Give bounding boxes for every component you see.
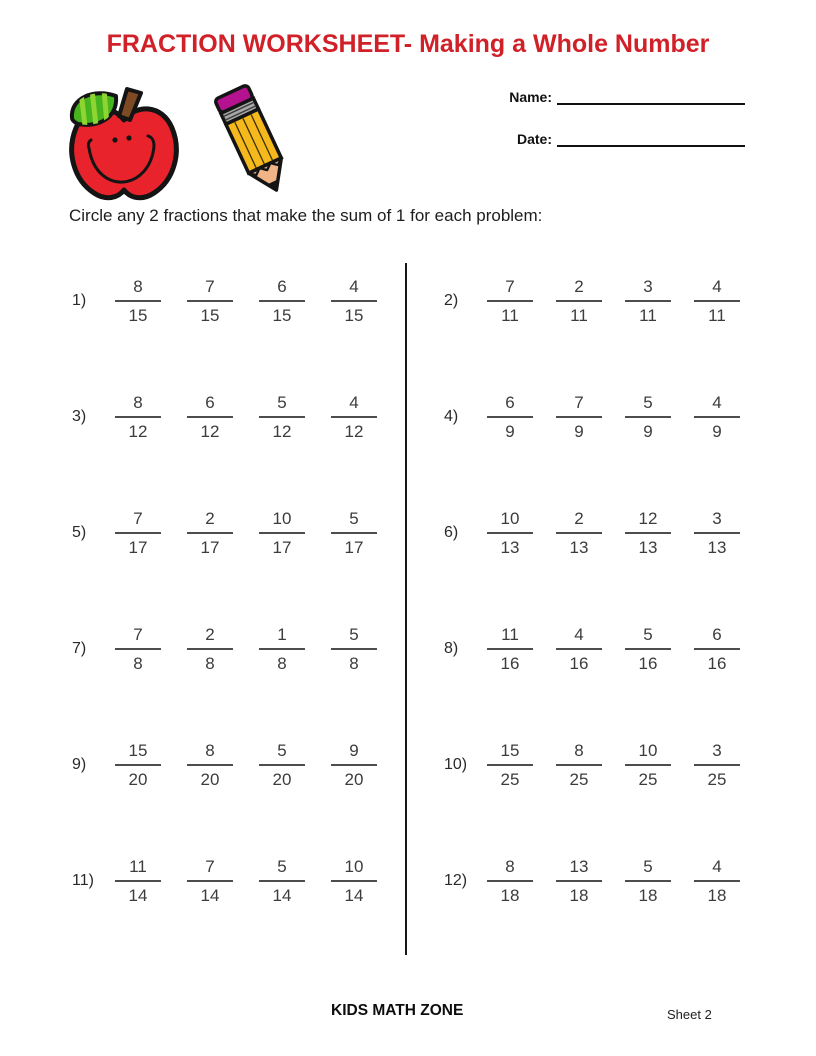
problem-number: 11) xyxy=(72,872,94,889)
fraction-denominator: 16 xyxy=(500,653,520,673)
fraction xyxy=(555,857,603,906)
fraction-numerator: 15 xyxy=(487,741,533,766)
fraction xyxy=(186,277,234,326)
fraction-numerator: 4 xyxy=(331,277,377,302)
fraction-denominator: 13 xyxy=(500,537,520,557)
fraction xyxy=(555,625,603,674)
fraction-denominator: 17 xyxy=(128,537,148,557)
problem-9 xyxy=(60,707,410,823)
fraction-denominator: 25 xyxy=(707,769,727,789)
fraction xyxy=(624,741,672,790)
fraction-denominator: 8 xyxy=(205,653,215,673)
fraction-denominator: 9 xyxy=(643,421,653,441)
problem-number: 7) xyxy=(72,640,87,657)
fraction-numerator: 5 xyxy=(625,857,671,882)
date-field-row xyxy=(500,128,745,147)
fraction xyxy=(258,857,306,906)
fraction xyxy=(186,625,234,674)
fraction xyxy=(186,741,234,790)
fraction-numerator: 7 xyxy=(115,509,161,534)
name-label: Name: xyxy=(509,89,552,105)
fraction-numerator: 2 xyxy=(556,277,602,302)
fraction-denominator: 9 xyxy=(712,421,722,441)
fraction xyxy=(693,857,741,906)
fraction-numerator: 12 xyxy=(625,509,671,534)
problem-number: 10) xyxy=(444,756,468,773)
problem-number: 2) xyxy=(444,292,459,309)
fraction-numerator: 6 xyxy=(259,277,305,302)
problem-11 xyxy=(60,823,410,939)
fraction xyxy=(555,509,603,558)
fraction xyxy=(114,625,162,674)
fraction xyxy=(114,857,162,906)
fraction-denominator: 8 xyxy=(277,653,287,673)
fraction-numerator: 5 xyxy=(259,393,305,418)
fraction-numerator: 8 xyxy=(115,277,161,302)
fraction-denominator: 18 xyxy=(638,885,658,905)
fraction xyxy=(330,277,378,326)
fraction xyxy=(330,741,378,790)
fraction-numerator: 3 xyxy=(625,277,671,302)
fraction xyxy=(693,625,741,674)
pencil-clipart-icon xyxy=(204,86,304,198)
fraction xyxy=(486,509,534,558)
fraction-denominator: 9 xyxy=(505,421,515,441)
fraction-denominator: 13 xyxy=(569,537,589,557)
fraction xyxy=(330,509,378,558)
apple-clipart-icon xyxy=(60,84,188,206)
name-blank-line xyxy=(557,86,745,105)
fraction-numerator: 13 xyxy=(556,857,602,882)
fraction-denominator: 17 xyxy=(272,537,292,557)
problem-number: 9) xyxy=(72,756,87,773)
fraction-denominator: 18 xyxy=(707,885,727,905)
fraction-numerator: 7 xyxy=(187,277,233,302)
fraction-numerator: 10 xyxy=(259,509,305,534)
fraction-denominator: 15 xyxy=(272,305,292,325)
fraction-denominator: 20 xyxy=(272,769,292,789)
fraction-denominator: 15 xyxy=(344,305,364,325)
problem-number: 12) xyxy=(444,872,468,889)
fraction xyxy=(624,277,672,326)
fraction-numerator: 10 xyxy=(331,857,377,882)
fraction-denominator: 15 xyxy=(128,305,148,325)
fraction-denominator: 18 xyxy=(569,885,589,905)
fraction-numerator: 4 xyxy=(694,857,740,882)
fraction-numerator: 5 xyxy=(625,625,671,650)
fraction xyxy=(693,509,741,558)
fraction-numerator: 4 xyxy=(331,393,377,418)
fraction xyxy=(555,741,603,790)
fraction-denominator: 25 xyxy=(500,769,520,789)
fraction xyxy=(555,277,603,326)
fraction-numerator: 2 xyxy=(187,509,233,534)
fraction xyxy=(186,393,234,442)
fraction-denominator: 8 xyxy=(349,653,359,673)
fraction-numerator: 5 xyxy=(625,393,671,418)
fraction-denominator: 14 xyxy=(128,885,148,905)
fraction-denominator: 14 xyxy=(344,885,364,905)
problem-number: 1) xyxy=(72,292,87,309)
sheet-label: Sheet 2 xyxy=(667,1007,712,1022)
fraction-numerator: 1 xyxy=(259,625,305,650)
fraction-denominator: 16 xyxy=(638,653,658,673)
fraction xyxy=(624,393,672,442)
problem-12 xyxy=(432,823,782,939)
problems-column-left xyxy=(60,243,410,939)
fraction-numerator: 5 xyxy=(331,509,377,534)
fraction-denominator: 20 xyxy=(344,769,364,789)
fraction xyxy=(258,277,306,326)
fraction-denominator: 11 xyxy=(639,305,657,325)
fraction xyxy=(555,393,603,442)
fraction xyxy=(486,857,534,906)
fraction xyxy=(486,741,534,790)
fraction-numerator: 11 xyxy=(115,857,161,882)
fraction xyxy=(624,625,672,674)
fraction-denominator: 17 xyxy=(344,537,364,557)
fraction xyxy=(258,393,306,442)
fraction-denominator: 11 xyxy=(501,305,519,325)
fraction xyxy=(624,857,672,906)
fraction xyxy=(486,393,534,442)
fraction-numerator: 10 xyxy=(487,509,533,534)
fraction-numerator: 5 xyxy=(331,625,377,650)
fraction-numerator: 3 xyxy=(694,509,740,534)
problem-number: 3) xyxy=(72,408,87,425)
fraction-denominator: 25 xyxy=(569,769,589,789)
fraction-numerator: 7 xyxy=(556,393,602,418)
fraction-denominator: 25 xyxy=(638,769,658,789)
fraction xyxy=(186,857,234,906)
fraction-numerator: 6 xyxy=(187,393,233,418)
fraction-numerator: 7 xyxy=(187,857,233,882)
fraction-numerator: 8 xyxy=(115,393,161,418)
problems-column-right xyxy=(432,243,782,939)
problem-10 xyxy=(432,707,782,823)
fraction-numerator: 5 xyxy=(259,857,305,882)
fraction xyxy=(486,625,534,674)
fraction xyxy=(330,857,378,906)
fraction-denominator: 12 xyxy=(344,421,364,441)
fraction-numerator: 5 xyxy=(259,741,305,766)
fraction-numerator: 3 xyxy=(694,741,740,766)
fraction-denominator: 16 xyxy=(569,653,589,673)
problem-4 xyxy=(432,359,782,475)
fraction-denominator: 14 xyxy=(272,885,292,905)
fraction-numerator: 6 xyxy=(694,625,740,650)
fraction-denominator: 18 xyxy=(500,885,520,905)
fraction-denominator: 12 xyxy=(128,421,148,441)
fraction-numerator: 2 xyxy=(556,509,602,534)
fraction-numerator: 15 xyxy=(115,741,161,766)
date-label: Date: xyxy=(516,131,552,147)
apple-eye-right xyxy=(126,135,131,140)
fraction xyxy=(114,741,162,790)
fraction-numerator: 8 xyxy=(556,741,602,766)
fraction-denominator: 11 xyxy=(708,305,726,325)
name-field-row xyxy=(500,86,745,105)
problem-1 xyxy=(60,243,410,359)
fraction-denominator: 12 xyxy=(200,421,220,441)
fraction xyxy=(258,625,306,674)
fraction xyxy=(693,277,741,326)
fraction-numerator: 6 xyxy=(487,393,533,418)
fraction xyxy=(693,393,741,442)
fraction xyxy=(624,509,672,558)
fraction-numerator: 8 xyxy=(487,857,533,882)
problem-8 xyxy=(432,591,782,707)
fraction-denominator: 13 xyxy=(638,537,658,557)
fraction xyxy=(330,393,378,442)
problem-number: 6) xyxy=(444,524,459,541)
fraction-numerator: 11 xyxy=(487,625,533,650)
problem-7 xyxy=(60,591,410,707)
fraction-numerator: 4 xyxy=(694,277,740,302)
fraction xyxy=(114,393,162,442)
fraction-numerator: 8 xyxy=(187,741,233,766)
fraction xyxy=(693,741,741,790)
fraction-denominator: 20 xyxy=(128,769,148,789)
fraction-denominator: 16 xyxy=(707,653,727,673)
fraction-numerator: 2 xyxy=(187,625,233,650)
fraction-denominator: 12 xyxy=(272,421,292,441)
fraction-denominator: 8 xyxy=(133,653,143,673)
problem-number: 8) xyxy=(444,640,459,657)
problem-3 xyxy=(60,359,410,475)
fraction-numerator: 4 xyxy=(694,393,740,418)
fraction-denominator: 17 xyxy=(200,537,220,557)
problem-5 xyxy=(60,475,410,591)
fraction-denominator: 13 xyxy=(707,537,727,557)
instructions-text: Circle any 2 fractions that make the sum of 1 for each problem: xyxy=(69,206,543,225)
fraction xyxy=(186,509,234,558)
problem-6 xyxy=(432,475,782,591)
footer-brand: KIDS MATH ZONE xyxy=(331,1002,464,1019)
fraction xyxy=(258,509,306,558)
fraction-denominator: 14 xyxy=(200,885,220,905)
fraction-numerator: 7 xyxy=(487,277,533,302)
fraction xyxy=(114,277,162,326)
fraction-numerator: 4 xyxy=(556,625,602,650)
fraction-denominator: 20 xyxy=(200,769,220,789)
fraction-denominator: 11 xyxy=(570,305,588,325)
fraction-denominator: 15 xyxy=(200,305,220,325)
fraction-numerator: 7 xyxy=(115,625,161,650)
fraction xyxy=(258,741,306,790)
fraction xyxy=(114,509,162,558)
problem-number: 4) xyxy=(444,408,459,425)
problem-2 xyxy=(432,243,782,359)
fraction xyxy=(330,625,378,674)
fraction-numerator: 10 xyxy=(625,741,671,766)
worksheet-title: FRACTION WORKSHEET- Making a Whole Number xyxy=(106,30,710,58)
apple-eye-left xyxy=(112,137,117,142)
problem-number: 5) xyxy=(72,524,87,541)
fraction-denominator: 9 xyxy=(574,421,584,441)
fraction xyxy=(486,277,534,326)
fraction-numerator: 9 xyxy=(331,741,377,766)
date-blank-line xyxy=(557,128,745,147)
